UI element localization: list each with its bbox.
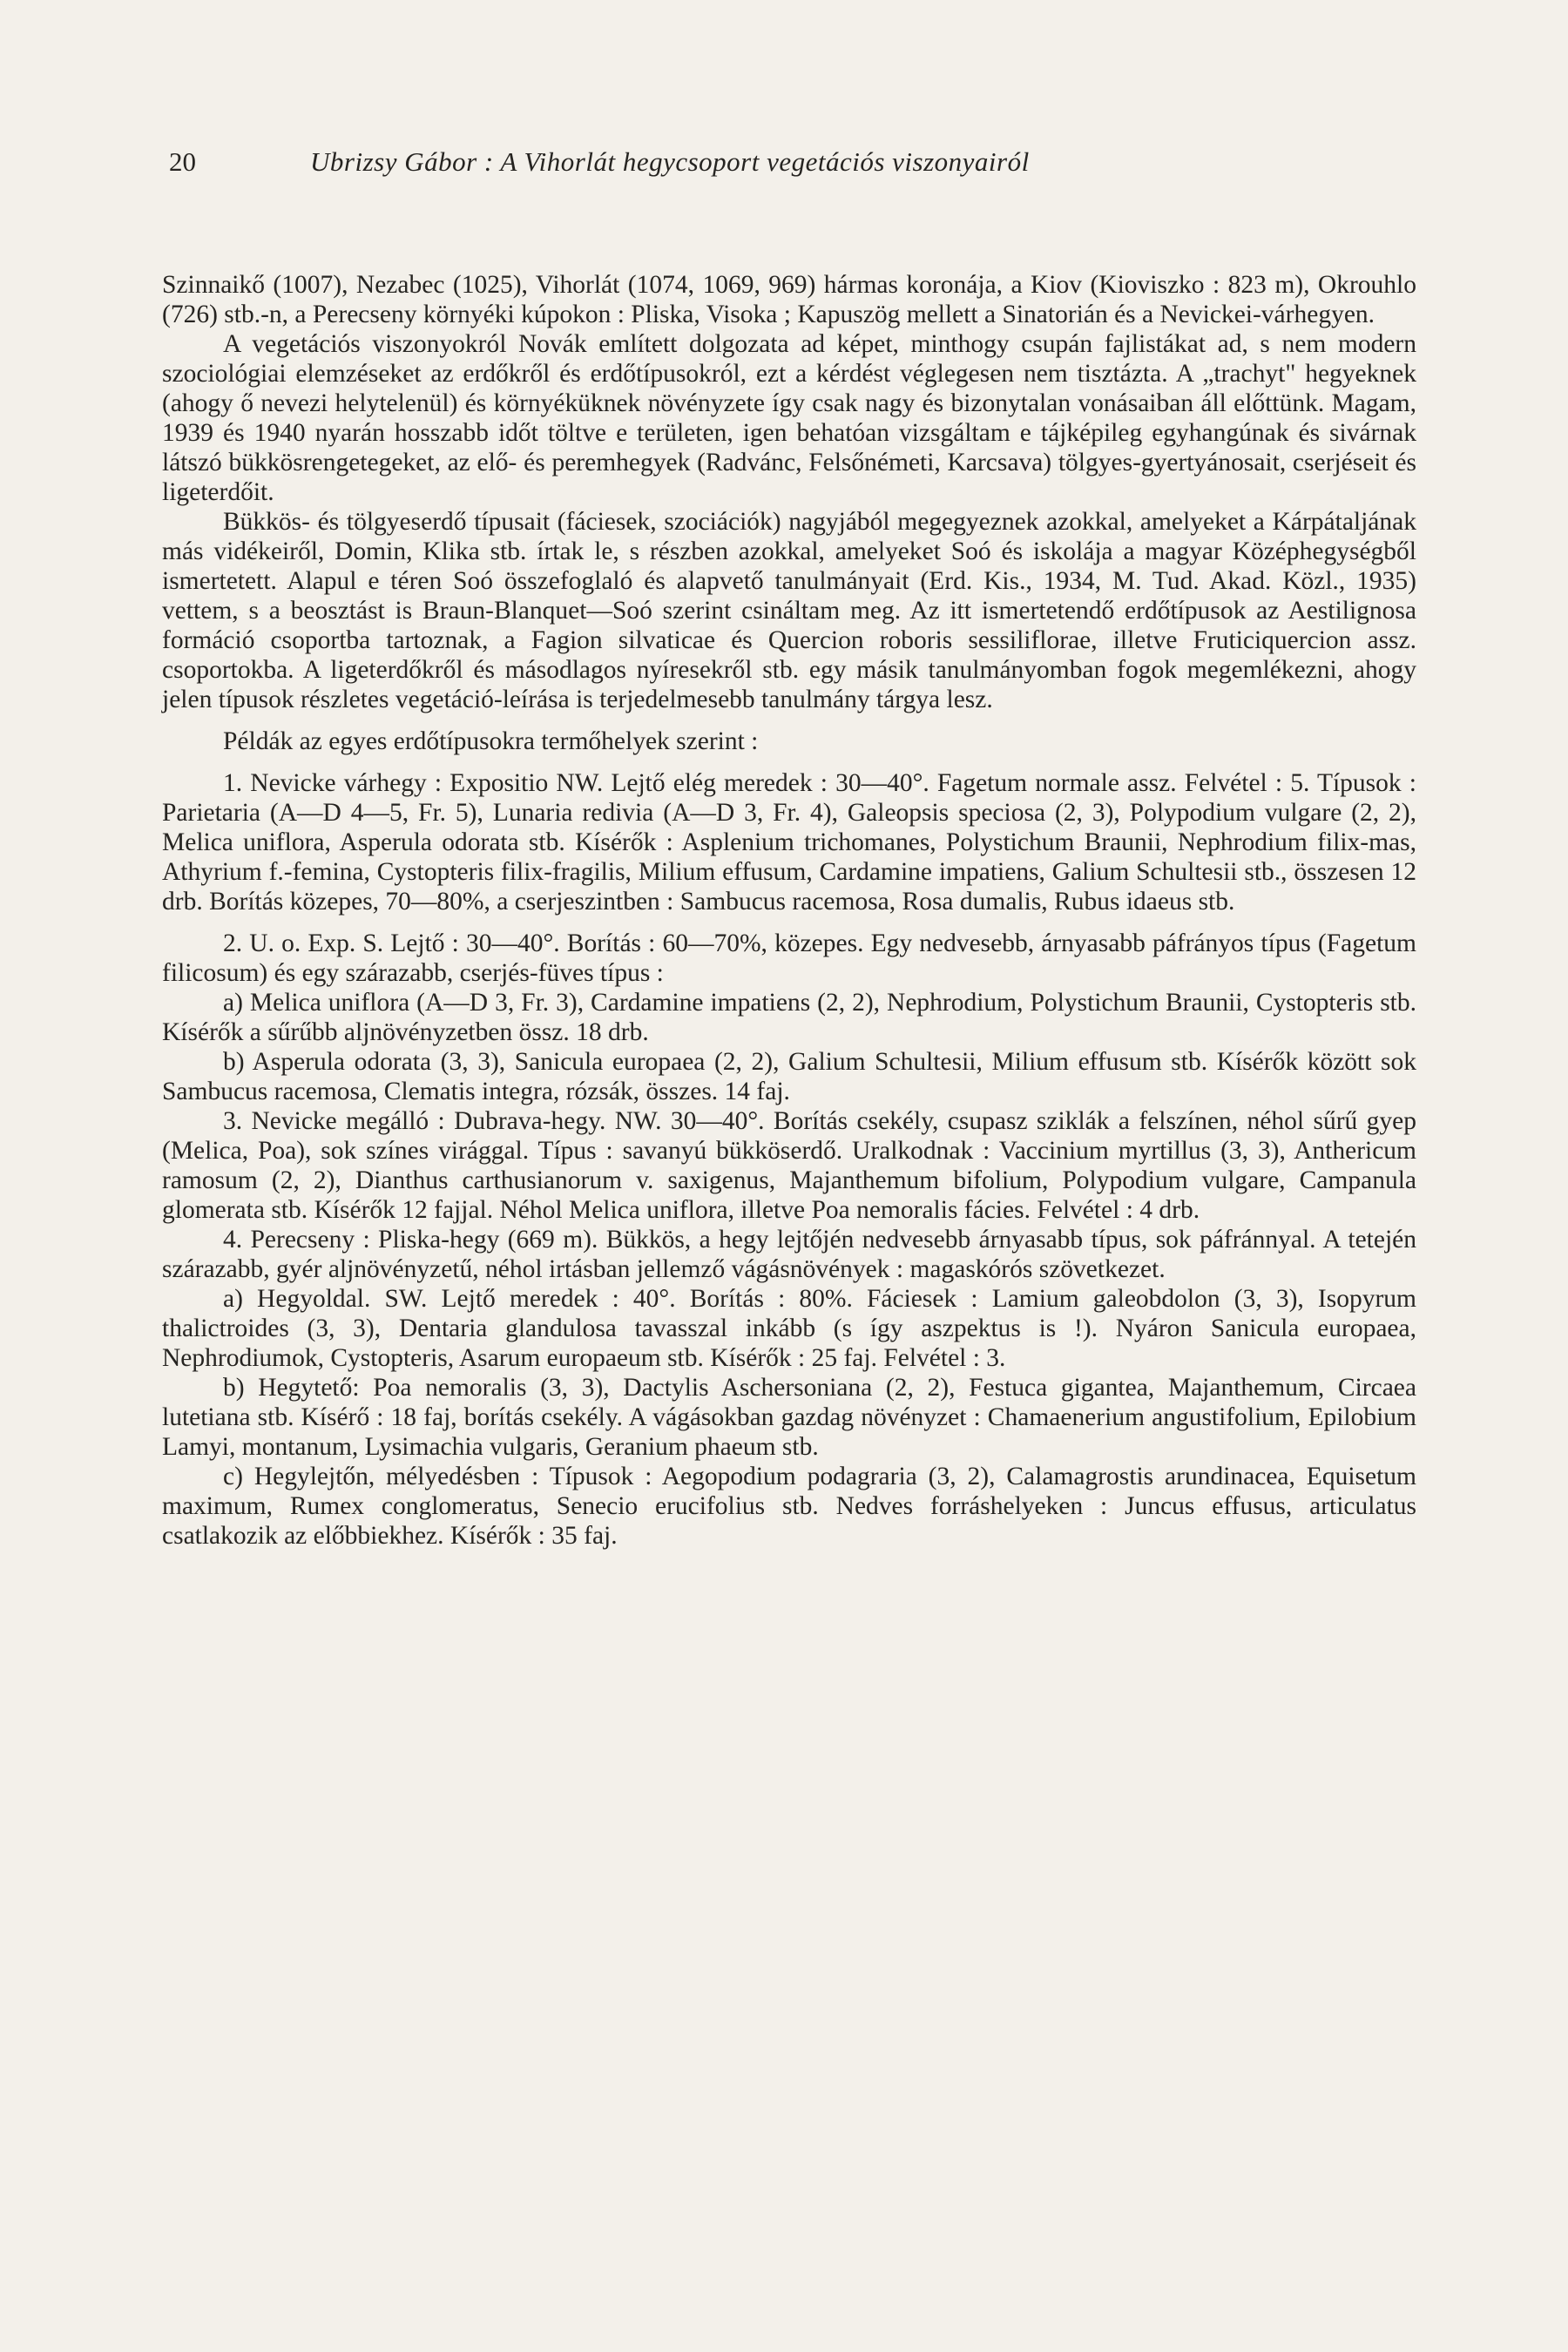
example-4a: a) Hegyoldal. SW. Lejtő meredek : 40°. Borítás : 80%. Fáciesek : Lamium galeobdolon (3, 3), Isopyrum thalictroides (3, 3), Dentaria glandulosa tavasszal inkább (s így aszpektus is !). Nyáron Sanicula europaea, Nephrodiumok, Cystopteris, Asarum europaeum stb. Kísérők : 25 faj. Felvétel : 3. [162,1285,1416,1372]
page-number: 20 [169,146,196,177]
example-2: 2. U. o. Exp. S. Lejtő : 30—40°. Borítás : 60—70%, közepes. Egy nedvesebb, árnyasabb páfrányos típus (Fagetum filicosum) és egy szárazabb, cserjés-füves típus : [162,929,1416,987]
paragraph: Szinnaikő (1007), Nezabec (1025), Vihorlát (1074, 1069, 969) hármas koronája, a Kiov (Kioviszko : 823 m), Okrouhlo (726) stb.-n, a Perecseny környéki kúpokon : Pliska, Visoka ; Kapuszög mellett a Sinatorián és a Nevickei-várhegyen. [162,271,1416,328]
example-1: 1. Nevicke várhegy : Expositio NW. Lejtő elég meredek : 30—40°. Fagetum normale assz. Felvétel : 5. Típusok : Parietaria (A—D 4—5, Fr. 5), Lunaria redivia (A—D 3, Fr. 4), Galeopsis speciosa (2, 3), Polypodium vulgare (2, 2), Melica uniflora, Asperula odorata stb. Kísérők : Asplenium trichomanes, Polystichum Braunii, Nephrodium filix-mas, Athyrium f.-femina, Cystopteris filix-fragilis, Milium effusum, Cardamine impatiens, Galium Schultesii stb., összesen 12 drb. Borítás közepes, 70—80%, a cserjeszintben : Sambucus racemosa, Rosa dumalis, Rubus idaeus stb. [162,769,1416,916]
example-4b: b) Hegytető: Poa nemoralis (3, 3), Dactylis Aschersoniana (2, 2), Festuca gigantea, Majanthemum, Circaea lutetiana stb. Kísérő : 18 faj, borítás csekély. A vágásokban gazdag növényzet : Chamaenerium angustifolium, Epilobium Lamyi, montanum, Lysimachia vulgaris, Geranium phaeum stb. [162,1374,1416,1461]
example-4c: c) Hegylejtőn, mélyedésben : Típusok : Aegopodium podagraria (3, 2), Calamagrostis arundinacea, Equisetum maximum, Rumex conglomeratus, Senecio erucifolius stb. Nedves forráshelyeken : Juncus effusus, articulatus csatlakozik az előbbiekhez. Kísérők : 35 faj. [162,1463,1416,1550]
example-3: 3. Nevicke megálló : Dubrava-hegy. NW. 30—40°. Borítás csekély, csupasz sziklák a felszínen, néhol sűrű gyep (Melica, Poa), sok színes virággal. Típus : savanyú bükköserdő. Uralkodnak : Vaccinium myrtillus (3, 3), Anthericum ramosum (2, 2), Dianthus carthusianorum v. saxigenus, Majanthemum bifolium, Polypodium vulgare, Campanula glomerata stb. Kísérők 12 fajjal. Néhol Melica uniflora, illetve Poa nemoralis fácies. Felvétel : 4 drb. [162,1107,1416,1224]
example-2a: a) Melica uniflora (A—D 3, Fr. 3), Cardamine impatiens (2, 2), Nephrodium, Polystichum Braunii, Cystopteris stb. Kísérők a sűrűbb aljnövényzetben össz. 18 drb. [162,989,1416,1046]
running-head: Ubrizsy Gábor : A Vihorlát hegycsoport vegetációs viszonyairól [310,146,1030,177]
page-header [162,139,1416,183]
paragraph: Bükkös- és tölgyeserdő típusait (fáciesek, szociációk) nagyjából megegyeznek azokkal, amelyeket a Kárpátaljának más vidékeiről, Domin, Klika stb. írtak le, s részben azokkal, amelyeket Soó és iskolája a magyar Középhegységből ismertetett. Alapul e téren Soó összefoglaló és alapvető tanulmányait (Erd. Kis., 1934, M. Tud. Akad. Közl., 1935) vettem, s a beosztást is Braun-Blanquet—Soó szerint csináltam meg. Az itt ismertetendő erdőtípusok az Aestilignosa formáció csoportba tartoznak, a Fagion silvaticae és Quercion roboris sessiliflorae, illetve Fruticiquercion assz. csoportokba. A ligeterdőkről és másodlagos nyíresekről stb. egy másik tanulmányomban fogok megemlékezni, ahogy jelen típusok részletes vegetáció-leírása is terjedelmesebb tanulmány tárgya lesz. [162,508,1416,713]
paragraph: Példák az egyes erdőtípusokra termőhelyek szerint : [223,727,759,755]
body-text [162,270,1416,1551]
example-4: 4. Perecseny : Pliska-hegy (669 m). Bükkös, a hegy lejtőjén nedvesebb árnyasabb típus, sok páfránnyal. A tetején szárazabb, gyér aljnövényzetű, néhol irtásban jellemző vágásnövények : magaskórós szövetkezet. [162,1226,1416,1283]
example-2b: b) Asperula odorata (3, 3), Sanicula europaea (2, 2), Galium Schultesii, Milium effusum stb. Kísérők között sok Sambucus racemosa, Clematis integra, rózsák, összes. 14 faj. [162,1048,1416,1105]
paragraph: A vegetációs viszonyokról Novák említett dolgozata ad képet, minthogy csupán fajlistákat ad, s nem modern szociológiai elemzéseket az erdőkről és erdőtípusokról, ezt a kérdést véglegesen nem tisztázta. A „trachyt" hegyeknek (ahogy ő nevezi helytelenül) és környéküknek növényzete így csak nagy és bizonytalan vonásaiban áll előttünk. Magam, 1939 és 1940 nyarán hosszabb időt töltve e területen, igen behatóan vizsgáltam e tájképileg egyhangúnak és sivárnak látszó bükkösrengetegeket, az elő- és peremhegyek (Radvánc, Felsőnémeti, Karcsava) tölgyes-gyertyánosait, cserjéseit és ligeterdőit. [162,330,1416,506]
